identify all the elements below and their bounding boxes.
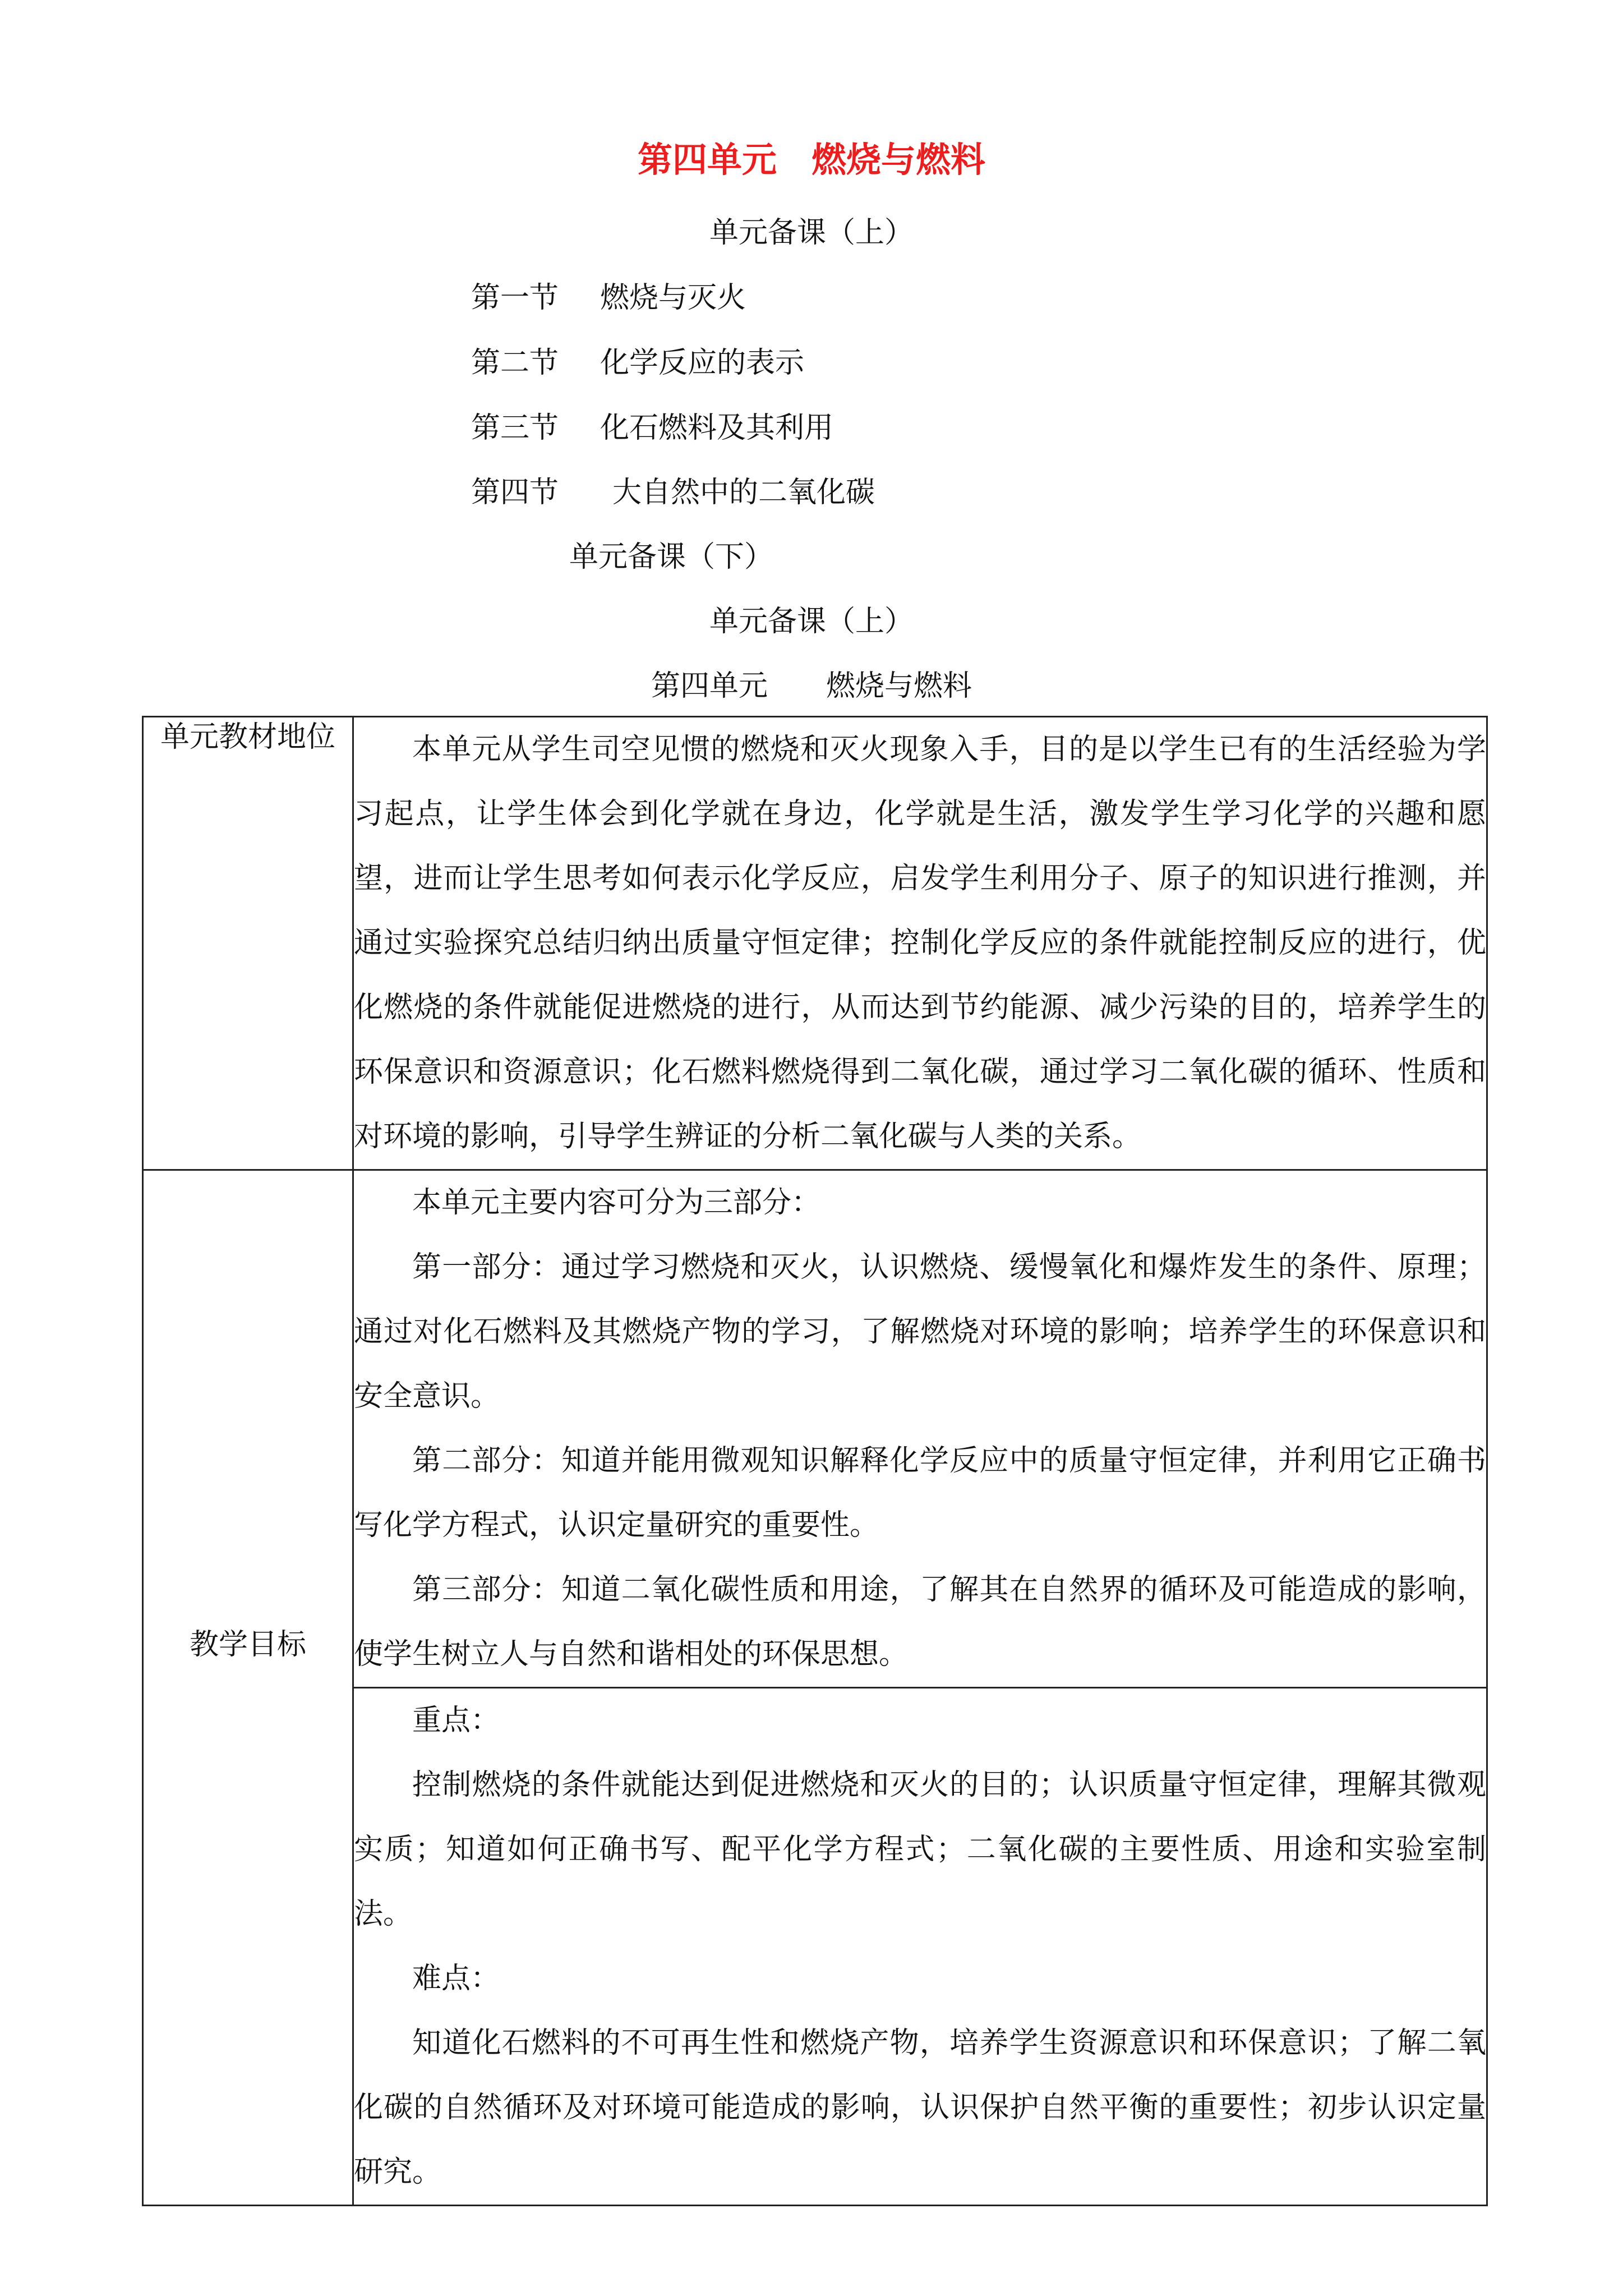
section-1-title: 燃烧与灭火 xyxy=(600,281,746,315)
material-position-text: 本单元从学生司空见惯的燃烧和灭火现象入手，目的是以学生已有的生活经验为学习起点，让学生体会到化学就在身边，化学就是生活，激发学生学习化学的兴趣和愿望，进而让学生思考如何表示化学反应，启发学生利用分子、原子的知识进行推测，并通过实验探究总结归纳出质量守恒定律；控制化学反应的条件就能控制反应的进行，优化燃烧的条件就能促进燃烧的进行，从而达到节约能源、减少污染的目的，培养学生的环保意识和资源意识；化石燃料燃烧得到二氧化碳，通过学习二氧化碳的循环、性质和对环境的影响，引导学生辨证的分析二氧化碳与人类的关系。 xyxy=(354,733,1486,1153)
row-label-teaching-goals: 教学目标 xyxy=(143,1170,353,2206)
key-difficult-points-cell xyxy=(353,1688,1487,2206)
section-3-number: 第三节 xyxy=(471,411,559,445)
prep-lower-heading: 单元备课（下） xyxy=(569,540,774,574)
difficult-points-heading: 难点： xyxy=(412,1962,500,1995)
key-points-text: 控制燃烧的条件就能达到促进燃烧和灭火的目的；认识质量守恒定律，理解其微观实质；知道如何正确书写、配平化学方程式；二氧化碳的主要性质、用途和实验室制法。 xyxy=(354,1768,1486,1931)
section-4-number: 第四节 xyxy=(471,476,559,509)
goals-part-1: 第一部分：通过学习燃烧和灭火，认识燃烧、缓慢氧化和爆炸发生的条件、原理；通过对化石燃料及其燃烧产物的学习，了解燃烧对环境的影响；培养学生的环保意识和安全意识。 xyxy=(354,1250,1486,1413)
section-2-title: 化学反应的表示 xyxy=(600,346,805,380)
teaching-goals-cell xyxy=(353,1170,1487,1688)
prep-upper-heading-2: 单元备课（上） xyxy=(709,605,914,638)
unit-subtitle: 第四单元 燃烧与燃料 xyxy=(651,669,972,703)
prep-upper-heading: 单元备课（上） xyxy=(709,216,914,250)
section-4-title: 大自然中的二氧化碳 xyxy=(612,476,875,509)
section-1-number: 第一节 xyxy=(471,281,559,315)
goals-intro: 本单元主要内容可分为三部分： xyxy=(412,1186,821,1220)
document-title: 第四单元 燃烧与燃料 xyxy=(637,139,985,180)
table-row xyxy=(143,717,1487,1170)
difficult-points-text: 知道化石燃料的不可再生性和燃烧产物，培养学生资源意识和环保意识；了解二氧化碳的自然循环及对环境可能造成的影响，认识保护自然平衡的重要性；初步认识定量研究。 xyxy=(354,2026,1486,2189)
goals-part-2: 第二部分：知道并能用微观知识解释化学反应中的质量守恒定律，并利用它正确书写化学方程式，认识定量研究的重要性。 xyxy=(354,1444,1486,1542)
section-2-number: 第二节 xyxy=(471,346,559,380)
table-row xyxy=(143,1170,1487,1688)
section-3-title: 化石燃料及其利用 xyxy=(600,411,834,445)
goals-part-3: 第三部分：知道二氧化碳性质和用途，了解其在自然界的循环及可能造成的影响，使学生树立人与自然和谐相处的环保思想。 xyxy=(354,1573,1486,1671)
row-label-material-position: 单元教材地位 xyxy=(143,717,353,1170)
lesson-plan-table xyxy=(142,716,1488,2206)
material-position-cell xyxy=(353,717,1487,1170)
key-points-heading: 重点： xyxy=(412,1704,500,1737)
